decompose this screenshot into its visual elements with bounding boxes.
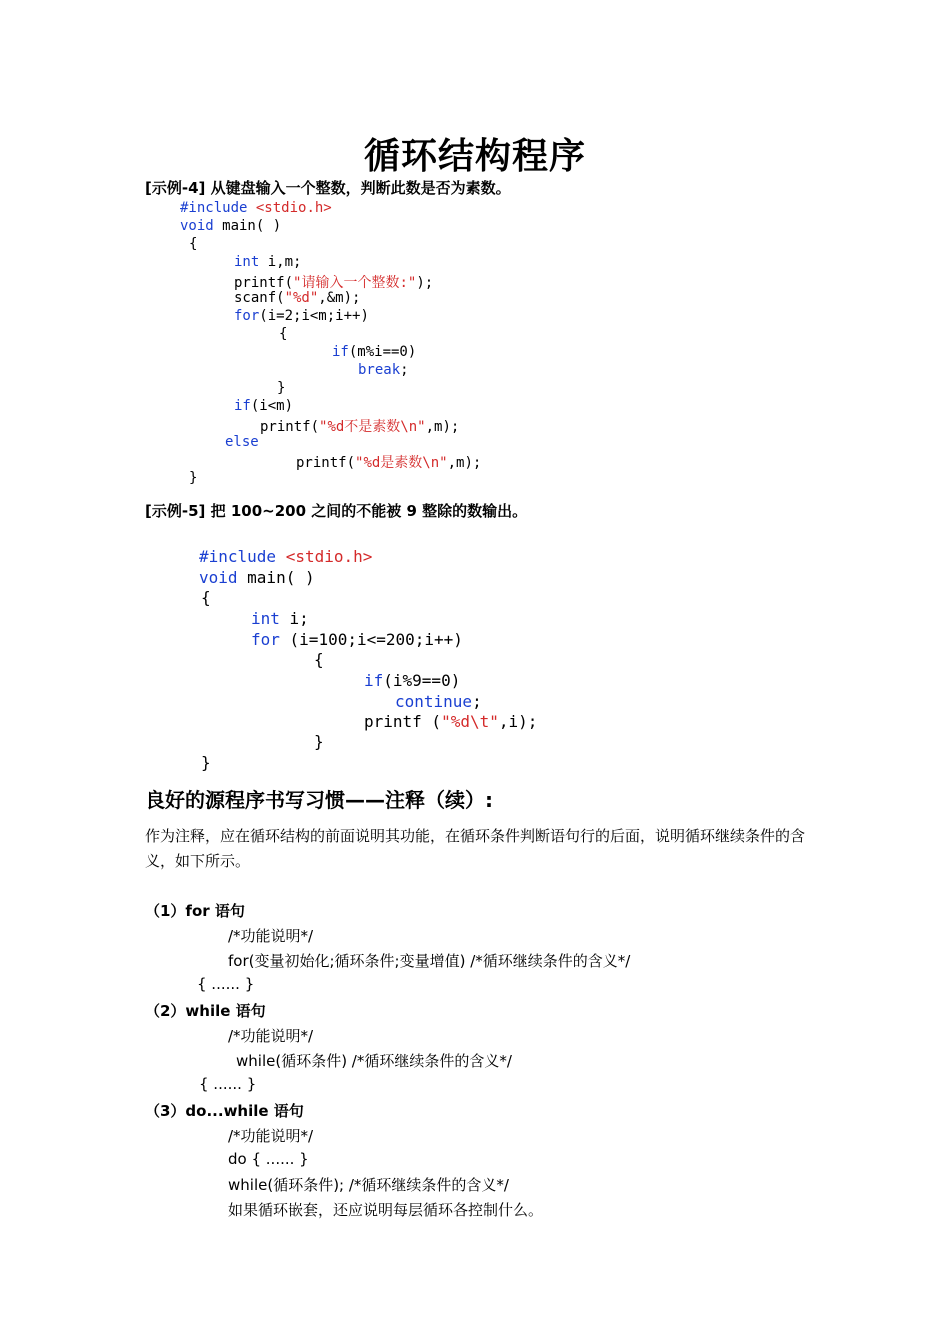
code-line: { <box>314 650 324 669</box>
code-line: printf("请输入一个整数:"); <box>234 275 434 291</box>
dowhile-while: while(循环条件); /*循环继续条件的含义*/ <box>228 1176 509 1194</box>
while-statement-title: （2）while 语句 <box>145 1002 266 1020</box>
code-line: #include <stdio.h> <box>180 200 332 216</box>
for-body: { ...... } <box>197 975 255 993</box>
code-line: } <box>277 380 286 396</box>
dowhile-do: do { ...... } <box>228 1150 309 1168</box>
code-line: printf ("%d\t",i); <box>364 712 538 731</box>
code-line: break; <box>358 362 409 378</box>
page-title: 循环结构程序 <box>363 136 586 177</box>
code-line: if(i<m) <box>234 398 294 414</box>
code-line: { <box>201 588 211 607</box>
for-syntax: for(变量初始化;循环条件;变量增值) /*循环继续条件的含义*/ <box>228 952 631 970</box>
code-line: for(i=2;i<m;i++) <box>234 308 369 324</box>
dowhile-comment: /*功能说明*/ <box>228 1127 314 1145</box>
code-line: } <box>189 470 198 486</box>
code-line: else <box>225 434 259 450</box>
while-comment: /*功能说明*/ <box>228 1027 314 1045</box>
code-line: void main( ) <box>199 568 315 587</box>
example-4-heading: [示例-4] 从键盘输入一个整数，判断此数是否为素数。 <box>145 179 511 197</box>
dowhile-statement-title: （3）do...while 语句 <box>145 1102 304 1120</box>
code-line: void main( ) <box>180 218 282 234</box>
intro-paragraph: 作为注释，应在循环结构的前面说明其功能，在循环条件判断语句行的后面，说明循环继续条件的含义，如下所示。 <box>145 827 806 870</box>
code-line: scanf("%d",&m); <box>234 290 361 306</box>
code-line: { <box>189 236 198 252</box>
code-line: for (i=100;i<=200;i++) <box>251 630 463 649</box>
code-line: continue; <box>395 692 482 711</box>
for-statement-title: （1）for 语句 <box>145 902 245 920</box>
example-5-heading: [示例-5] 把 100~200 之间的不能被 9 整除的数输出。 <box>145 502 528 520</box>
code-line: } <box>201 753 211 772</box>
code-line: printf("%d是素数\n",m); <box>296 455 482 471</box>
code-line: int i,m; <box>234 254 302 270</box>
for-comment: /*功能说明*/ <box>228 927 314 945</box>
code-line: } <box>314 732 324 751</box>
code-line: int i; <box>251 609 309 628</box>
while-body: { ...... } <box>199 1075 257 1093</box>
code-line: if(i%9==0) <box>364 671 461 690</box>
while-syntax: while(循环条件) /*循环继续条件的含义*/ <box>236 1052 512 1070</box>
code-line: printf("%d不是素数\n",m); <box>260 419 460 435</box>
code-line: #include <stdio.h> <box>199 547 373 566</box>
code-line: if(m%i==0) <box>332 344 417 360</box>
code-line: { <box>279 326 288 342</box>
nesting-note: 如果循环嵌套，还应说明每层循环各控制什么。 <box>228 1201 544 1219</box>
section-heading: 良好的源程序书写习惯——注释（续）: <box>145 788 493 812</box>
